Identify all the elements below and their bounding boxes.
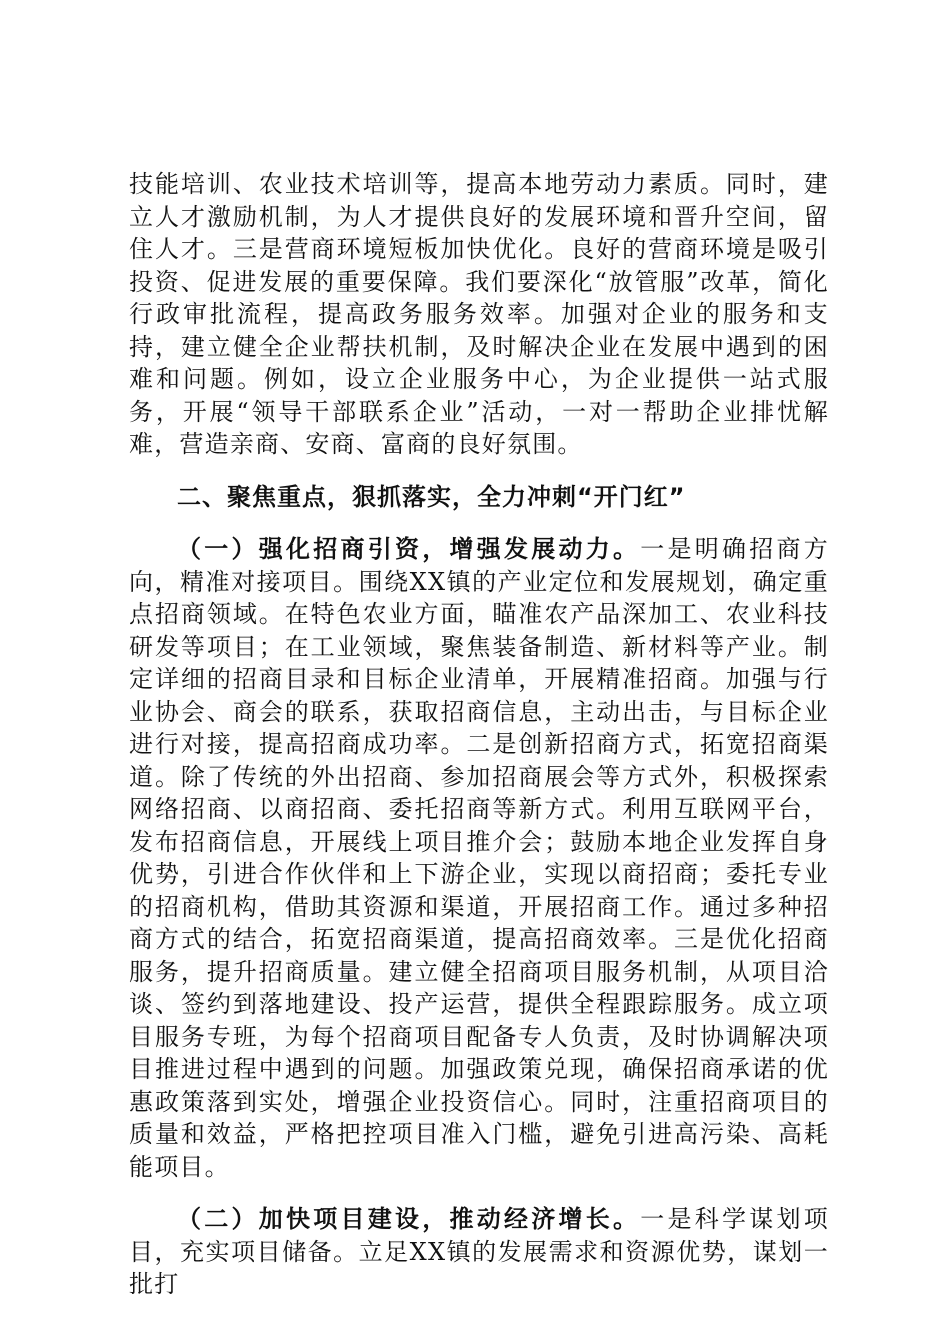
paragraph-talent-business-environment: 技能培训、农业技术培训等，提高本地劳动力素质。同时，建立人才激励机制，为人才提供良好的发展环境和晋升空间，留住人才。三是营商环境短板加快优化。良好的营商环境是吸引投资、促进发展的重要保障。我们要深化“放管服”改革，简化行政审批流程，提高政务服务效率。加强对企业的服务和支持，建立健全企业帮扶机制，及时解决企业在发展中遇到的困难和问题。例如，设立企业服务中心，为企业提供一站式服务，开展“领导干部联系企业”活动，一对一帮助企业排忧解难，营造亲商、安商、富商的良好氛围。 xyxy=(129,170,829,458)
document-body xyxy=(129,168,829,1301)
paragraph-investment-body: 一是明确招商方向，精准对接项目。围绕XX镇的产业定位和发展规划，确定重点招商领域。在特色农业方面，瞄准农产品深加工、农业科技研发等项目；在工业领域，聚焦装备制造、新材料等产业。制定详细的招商目录和目标企业清单，开展精准招商。加强与行业协会、商会的联系，获取招商信息，主动出击，与目标企业进行对接，提高招商成功率。二是创新招商方式，拓宽招商渠道。除了传统的外出招商、参加招商展会等方式外，积极探索网络招商、以商招商、委托招商等新方式。利用互联网平台，发布招商信息，开展线上项目推介会；鼓励本地企业发挥自身优势，引进合作伙伴和上下游企业，实现以商招商；委托专业的招商机构，借助其资源和渠道，开展招商工作。通过多种招商方式的结合，拓宽招商渠道，提高招商效率。三是优化招商服务，提升招商质量。建立健全招商项目服务机制，从项目洽谈、签约到落地建设、投产运营，提供全程跟踪服务。成立项目服务专班，为每个招商项目配备专人负责，及时协调解决项目推进过程中遇到的问题。加强政策兑现，确保招商承诺的优惠政策落到实处，增强企业投资信心。同时，注重招商项目的质量和效益，严格把控项目准入门槛，避免引进高污染、高耗能项目。 xyxy=(129,535,829,1181)
subsection-heading-projects: （二）加快项目建设，推动经济增长。 xyxy=(177,1205,641,1233)
subsection-heading-investment: （一）强化招商引资，增强发展动力。 xyxy=(177,535,641,563)
paragraph-projects-body: 一是科学谋划项目，充实项目储备。立足XX镇的发展需求和资源优势，谋划一批打 xyxy=(129,1205,829,1298)
section-heading: 二、聚焦重点，狠抓落实，全力冲刺“开门红” xyxy=(177,482,686,511)
paragraph-project-construction xyxy=(129,1203,829,1301)
paragraph-investment-attraction xyxy=(129,533,829,1183)
